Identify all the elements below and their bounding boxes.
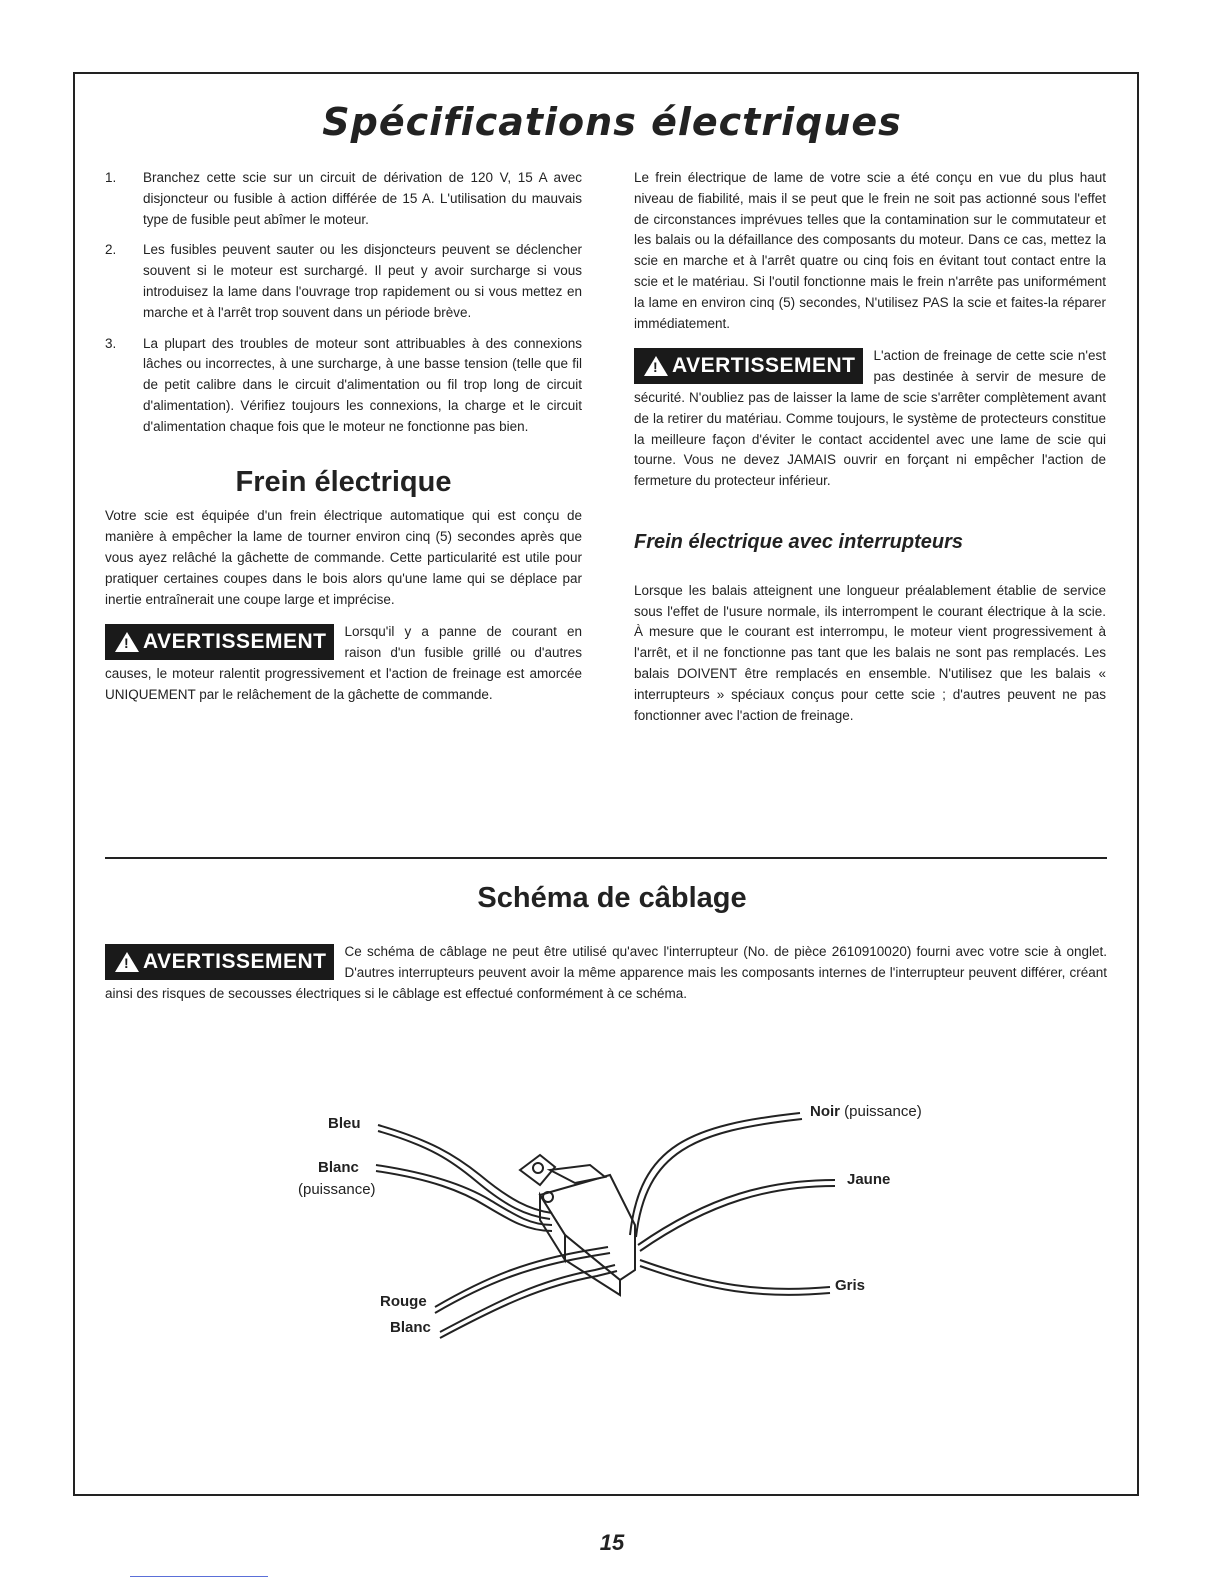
spec-list [105,168,582,438]
wiring-diagram [290,1085,950,1355]
wire-label-jaune: Jaune [847,1171,891,1188]
wire-label-rouge: Rouge [380,1293,427,1310]
brake-reliability-text: Le frein électrique de lame de votre scie a été conçu en vue du plus haut niveau de fiabilité, mais il se peut que le frein ne soit pas actionné sous l'effet de circonstances imprévues telles que la contamination sur le commutateur et les balais ou la défaillance des composants du moteur. Dans ce cas, mettez la scie en marche et à l'arrêt quatre ou cinq fois en évitant tout contact entre la scie et le matériau. Si l'outil fonctionne mais le frein n'arrête pas uniformément la lame en environ cinq (5) secondes, N'utilisez PAS la scie et faites-la réparer immédiatement. [634,170,1106,331]
warning-triangle-icon [115,952,139,972]
wire-label-blanc-bottom: Blanc [390,1319,431,1336]
brake-warning: ! AVERTISSEMENT Lorsqu'il y a panne de courant en raison d'un fusible grillé ou d'autres causes, le moteur ralentit progressivement et l'action de freinage est amorcée UNIQUEMENT par le relâchement de la gâchette de commande. [105,622,582,705]
brake-text: Votre scie est équipée d'un frein électrique automatique qui est conçu de manière à empêcher la lame de tourner environ cinq (5) secondes après que vous ayez relâché la gâchette de commande. Cette particularité est utile pour pratiquer certaines coupes dans le bois alors qu'une lame qui se déplace par inertie entraînerait une coupe large et imprécise. [105,508,582,607]
warning-triangle-icon [644,356,668,376]
switch-heading: Frein électrique avec interrupteurs [634,530,964,553]
list-item: 2. Les fusibles peuvent sauter ou les disjoncteurs peuvent se déclencher souvent si le moteur est surchargé. Il peut y avoir surcharge si vous introduisez la lame dans l'ouvrage trop rapidement ou si vous mettez en marche et à l'arrêt trop souvent dans un période brève. [105,242,582,320]
list-item: 3. La plupart des troubles de moteur sont attribuables à des connexions lâches ou incorrectes, à une surcharge, à une basse tension (telle que fil de petit calibre dans le circuit d'alimentation ou fil trop long de circuit d'alimentation). Vérifiez toujours les connexions, la charge et le circuit d'alimentation chaque fois que le moteur ne fonctionne pas bien. [105,335,582,434]
list-item: 1. Branchez cette scie sur un circuit de dérivation de 120 V, 15 A avec disjoncteur ou fusible à action différée de 15 A. L'utilisation du mauvais type de fusible peut abîmer le moteur. [105,170,582,227]
wire-label-blanc-top: Blanc [318,1159,359,1176]
wire-label-noir: Noir (puissance) [810,1103,922,1120]
footer-rule [130,1576,268,1577]
wire-label-bleu: Bleu [328,1115,361,1132]
warning-badge: ! AVERTISSEMENT [105,624,334,660]
wiring-diagram-drawing [290,1085,950,1355]
brake-safety-warning: ! AVERTISSEMENT L'action de freinage de cette scie n'est pas destinée à servir de mesure de sécurité. N'oubliez pas de laisser la lame de scie s'arrêter complètement avant de la retirer du matériau. Comme toujours, le système de protecteurs constitue la meilleure façon d'éviter le contact accidentel avec une lame de scie qui tourne. Vous ne devez JAMAIS ouvrir en forçant ni empêcher l'action de fermeture du protecteur inférieur. [634,346,1106,492]
warning-badge: ! AVERTISSEMENT [634,348,863,384]
left-column [105,168,582,706]
page-number: 15 [599,1530,625,1555]
wiring-heading: Schéma de câblage [477,882,747,914]
brake-heading: Frein électrique [235,465,452,498]
warning-badge: ! AVERTISSEMENT [105,944,334,980]
wire-label-puissance: (puissance) [298,1181,376,1198]
right-column [634,168,1106,726]
page-title: Spécifications électriques [322,100,902,144]
section-divider [105,857,1107,859]
wiring-warning: ! AVERTISSEMENT Ce schéma de câblage ne peut être utilisé qu'avec l'interrupteur (No. de pièce 2610910020) fourni avec votre scie à onglet. D'autres interrupteurs peuvent avoir la même apparence mais les composants internes de l'interrupteur peuvent différer, créant ainsi des risques de secousses électriques si le câblage est effectué conformément à ce schéma. [105,942,1107,1004]
wire-label-gris: Gris [835,1277,866,1294]
switch-text: Lorsque les balais atteignent une longueur préalablement établie de service sous l'effet de l'usure normale, ils interrompent le courant électrique à la scie. À mesure que le courant est interrompu, le moteur vient progressivement à l'arrêt, et il ne fonctionne pas tant que les balais ne sont pas remplacés. Les balais DOIVENT être remplacés en ensemble. N'utilisez que les balais « interrupteurs » spéciaux conçus pour cette scie ; d'autres peuvent ne pas fonctionner avec l'action de freinage. [634,582,1106,723]
warning-triangle-icon [115,632,139,652]
